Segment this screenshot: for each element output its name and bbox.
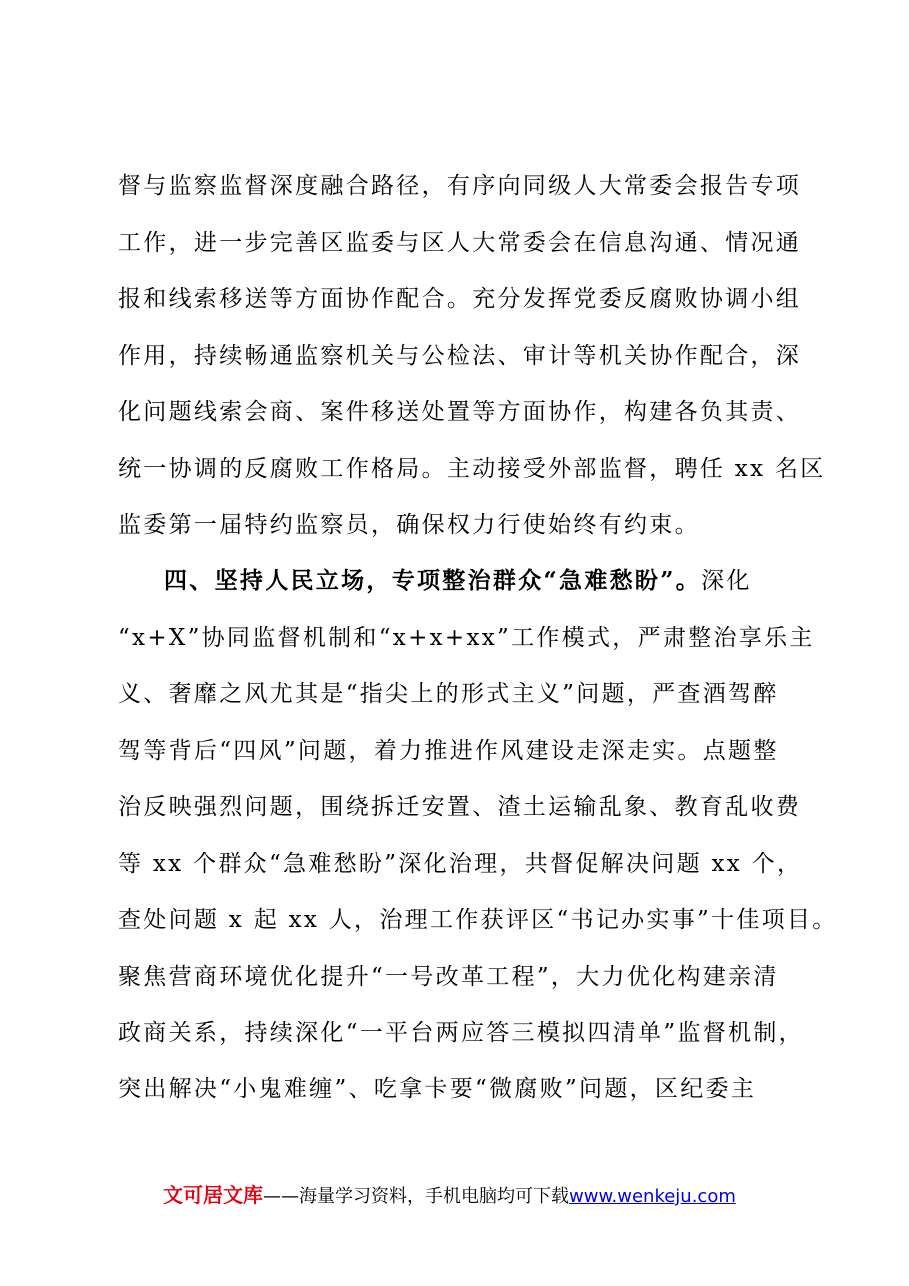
section-heading: 四、坚持人民立场，专项整治群众“急难愁盼”。 (164, 567, 702, 594)
section-heading-continuation: 深化 (701, 568, 752, 594)
body-line: 聚焦营商环境优化提升“一号改革工程”，大力优化构建亲清 (118, 964, 779, 990)
section-heading-line (164, 567, 752, 595)
body-line: 作用，持续畅通监察机关与公检法、审计等机关协作配合，深 (118, 343, 802, 369)
body-line: 报和线索移送等方面协作配合。充分发挥党委反腐败协调小组 (118, 286, 802, 312)
body-line: 查处问题 x 起 xx 人，治理工作获评区“书记办实事”十佳项目。 (118, 907, 838, 933)
footer-brand: 文可居文库 (163, 1183, 263, 1207)
body-line: 监委第一届特约监察员，确保权力行使始终有约束。 (118, 512, 700, 538)
footer-banner (163, 1183, 736, 1209)
body-line: 工作，进一步完善区监委与区人大常委会在信息沟通、情况通 (118, 230, 802, 256)
body-line: 义、奢靡之风尤其是“指尖上的形式主义”问题，严查酒驾醉 (118, 681, 779, 707)
footer-tagline: ——海量学习资料，手机电脑均可下载 (263, 1186, 569, 1207)
body-line: 等 xx 个群众“急难愁盼”深化治理，共督促解决问题 xx 个， (118, 851, 803, 877)
body-line: 突出解决“小鬼难缠”、吃拿卡要“微腐败”问题，区纪委主 (118, 1076, 757, 1102)
footer-website-link[interactable]: www.wenkeju.com (569, 1186, 736, 1207)
body-line: 治反映强烈问题，围绕拆迁安置、渣土运输乱象、教育乱收费 (118, 794, 802, 820)
body-line: 督与监察监督深度融合路径，有序向同级人大常委会报告专项 (118, 173, 802, 199)
body-line: “x+X”协同监督机制和“x+x+xx”工作模式，严肃整治享乐主 (118, 625, 815, 651)
body-line: 政商关系，持续深化“一平台两应答三模拟四清单”监督机制， (118, 1020, 804, 1046)
body-line: 统一协调的反腐败工作格局。主动接受外部监督，聘任 xx 名区 (118, 456, 826, 482)
body-line: 驾等背后“四风”问题，着力推进作风建设走深走实。点题整 (118, 738, 779, 764)
body-line: 化问题线索会商、案件移送处置等方面协作，构建各负其责、 (118, 399, 802, 425)
